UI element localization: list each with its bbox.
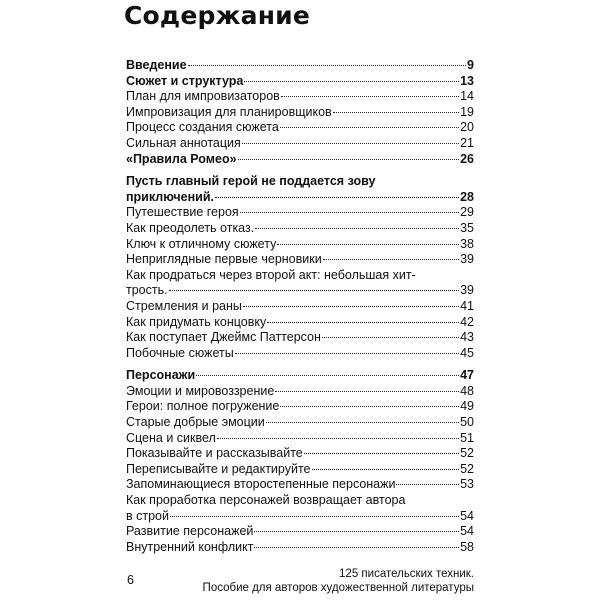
toc-entry[interactable] <box>126 89 474 105</box>
toc-entry-page: 19 <box>460 104 474 119</box>
dot-leader <box>322 337 459 338</box>
toc-entry-title: Эмоции и мировоззрение <box>126 383 275 398</box>
toc-entry-page: 39 <box>460 252 474 267</box>
dot-leader <box>255 228 459 229</box>
toc-entry[interactable] <box>126 446 474 462</box>
toc-entry[interactable] <box>126 205 474 221</box>
page-number: 6 <box>127 573 134 587</box>
toc-entry-title-line: Как проработка персонажей возвращает автора <box>126 493 406 508</box>
toc-entry[interactable] <box>126 346 474 362</box>
toc-entry-page: 54 <box>460 508 474 523</box>
dot-leader <box>266 422 459 423</box>
toc-entry-page: 9 <box>467 58 474 72</box>
toc-entry-title: Развитие персонажей <box>126 524 254 539</box>
dot-leader <box>396 484 459 485</box>
toc-entry-title: Как преодолеть отказ. <box>126 220 255 235</box>
dot-leader <box>243 306 459 307</box>
toc-entry-page: 38 <box>460 236 474 251</box>
toc-entry-title: Внутренний конфликт <box>126 539 254 554</box>
toc-entry-title: Импровизация для планировщиков <box>126 104 332 119</box>
dot-leader <box>275 391 459 392</box>
toc-entry-title: Старые добрые эмоции <box>126 415 265 430</box>
dot-leader <box>312 469 460 470</box>
toc-entry[interactable] <box>126 252 474 268</box>
toc-entry-page: 51 <box>460 430 474 445</box>
toc-entry[interactable] <box>126 462 474 478</box>
dot-leader <box>280 406 459 407</box>
toc-entry-title: Путешествие героя <box>126 205 239 220</box>
page-title: Содержание <box>124 1 311 30</box>
footer-book-subtitle: Пособие для авторов художественной литературы <box>202 581 474 594</box>
toc-entry-title-line: Как продраться через второй акт: небольшая хит- <box>126 267 416 282</box>
toc-entry-page: 13 <box>460 73 474 88</box>
dot-leader <box>254 531 459 532</box>
toc-entry-title: Персонажи <box>126 368 196 383</box>
dot-leader <box>170 516 459 517</box>
dot-leader <box>280 127 459 128</box>
toc-entry[interactable] <box>126 524 474 540</box>
toc-entry-title: «Правила Ромео» <box>126 151 237 166</box>
toc-entry-title: Ключ к отличному сюжету <box>126 236 277 251</box>
toc-entry-page: 41 <box>460 298 474 313</box>
footer-book-title: 125 писательских техник. <box>339 568 474 580</box>
toc-entry-page: 26 <box>460 151 474 166</box>
toc-entry-title: Процесс создания сюжета <box>126 120 279 135</box>
toc-entry-page: 50 <box>460 415 474 430</box>
toc-entry-title: трость. <box>126 283 168 298</box>
dot-leader <box>196 375 459 376</box>
toc-entry-title: Стремления и раны <box>126 298 242 313</box>
dot-leader <box>217 438 459 439</box>
toc-entry-page: 48 <box>460 383 474 398</box>
toc-entry[interactable] <box>126 431 474 447</box>
toc-entry-title: Неприглядные первые черновики <box>126 252 322 267</box>
toc-entry[interactable] <box>126 299 474 315</box>
toc-entry[interactable] <box>126 509 474 525</box>
section-separator <box>126 167 474 174</box>
toc-entry[interactable] <box>126 283 474 299</box>
toc-entry[interactable] <box>126 477 474 493</box>
dot-leader <box>169 290 460 291</box>
toc-entry-page: 39 <box>460 283 474 298</box>
dot-leader <box>215 197 459 198</box>
toc-entry-page: 20 <box>460 120 474 135</box>
toc-entry[interactable] <box>126 399 474 415</box>
toc-entry[interactable] <box>126 237 474 253</box>
toc-entry-title: Побочные сюжеты <box>126 345 234 360</box>
toc-entry-title: Сильная аннотация <box>126 135 241 150</box>
dot-leader <box>238 159 460 160</box>
toc-entry-title: Как придумать концовку <box>126 314 267 329</box>
toc-entry-page: 28 <box>460 189 474 204</box>
toc-entry[interactable] <box>126 120 474 136</box>
toc-entry-title: Герои: полное погружение <box>126 399 280 414</box>
dot-leader <box>323 259 459 260</box>
dot-leader <box>304 453 459 454</box>
toc-entry[interactable] <box>126 315 474 331</box>
dot-leader <box>240 212 459 213</box>
toc-entry-page: 49 <box>460 399 474 414</box>
toc-entry-title: приключений. <box>126 189 215 204</box>
toc-entry-page: 43 <box>460 330 474 345</box>
dot-leader <box>281 96 459 97</box>
toc-entry-page: 35 <box>460 220 474 235</box>
dot-leader <box>242 143 459 144</box>
toc-entry[interactable] <box>126 330 474 346</box>
toc-entry-page: 14 <box>460 89 474 104</box>
toc-entry-page: 58 <box>460 539 474 554</box>
running-footer <box>203 568 474 595</box>
dot-leader <box>188 65 466 66</box>
toc-entry-page: 29 <box>460 205 474 220</box>
toc-entry[interactable] <box>126 152 474 168</box>
dot-leader <box>254 547 459 548</box>
toc-entry-title: Сцена и сиквел <box>126 430 216 445</box>
toc-entry-title: Введение <box>126 58 187 72</box>
toc-entry-title: План для импровизаторов <box>126 89 280 104</box>
toc-entry-title: Запоминающиеся второстепенные персонажи <box>126 477 396 492</box>
toc-entry-title: Переписывайте и редактируйте <box>126 461 311 476</box>
table-of-contents <box>126 58 474 555</box>
toc-entry-title: Сюжет и структура <box>126 73 244 88</box>
dot-leader <box>235 353 459 354</box>
toc-entry-page: 54 <box>460 524 474 539</box>
toc-entry[interactable] <box>126 190 474 206</box>
toc-entry-page: 21 <box>460 135 474 150</box>
section-separator <box>126 361 474 368</box>
toc-entry[interactable] <box>126 540 474 556</box>
toc-entry-page: 53 <box>460 477 474 492</box>
dot-leader <box>333 112 459 113</box>
toc-entry-title: Показывайте и рассказывайте <box>126 446 303 461</box>
toc-entry[interactable] <box>126 415 474 431</box>
toc-entry-page: 42 <box>460 314 474 329</box>
toc-entry-title: Как поступает Джеймс Паттерсон <box>126 330 321 345</box>
toc-entry[interactable] <box>126 136 474 152</box>
dot-leader <box>277 244 459 245</box>
toc-entry[interactable] <box>126 105 474 121</box>
toc-entry[interactable] <box>126 221 474 237</box>
toc-entry[interactable] <box>126 368 474 384</box>
toc-entry[interactable] <box>126 58 474 74</box>
toc-entry-page: 47 <box>460 368 474 383</box>
toc-entry-page: 45 <box>460 345 474 360</box>
toc-entry-page: 52 <box>460 461 474 476</box>
toc-entry[interactable] <box>126 74 474 90</box>
toc-entry-page: 52 <box>460 446 474 461</box>
dot-leader <box>244 81 459 82</box>
dot-leader <box>267 322 459 323</box>
toc-entry-title-line: Пусть главный герой не поддается зову <box>126 174 376 189</box>
toc-entry[interactable] <box>126 384 474 400</box>
toc-entry-title: в строй <box>126 508 169 523</box>
